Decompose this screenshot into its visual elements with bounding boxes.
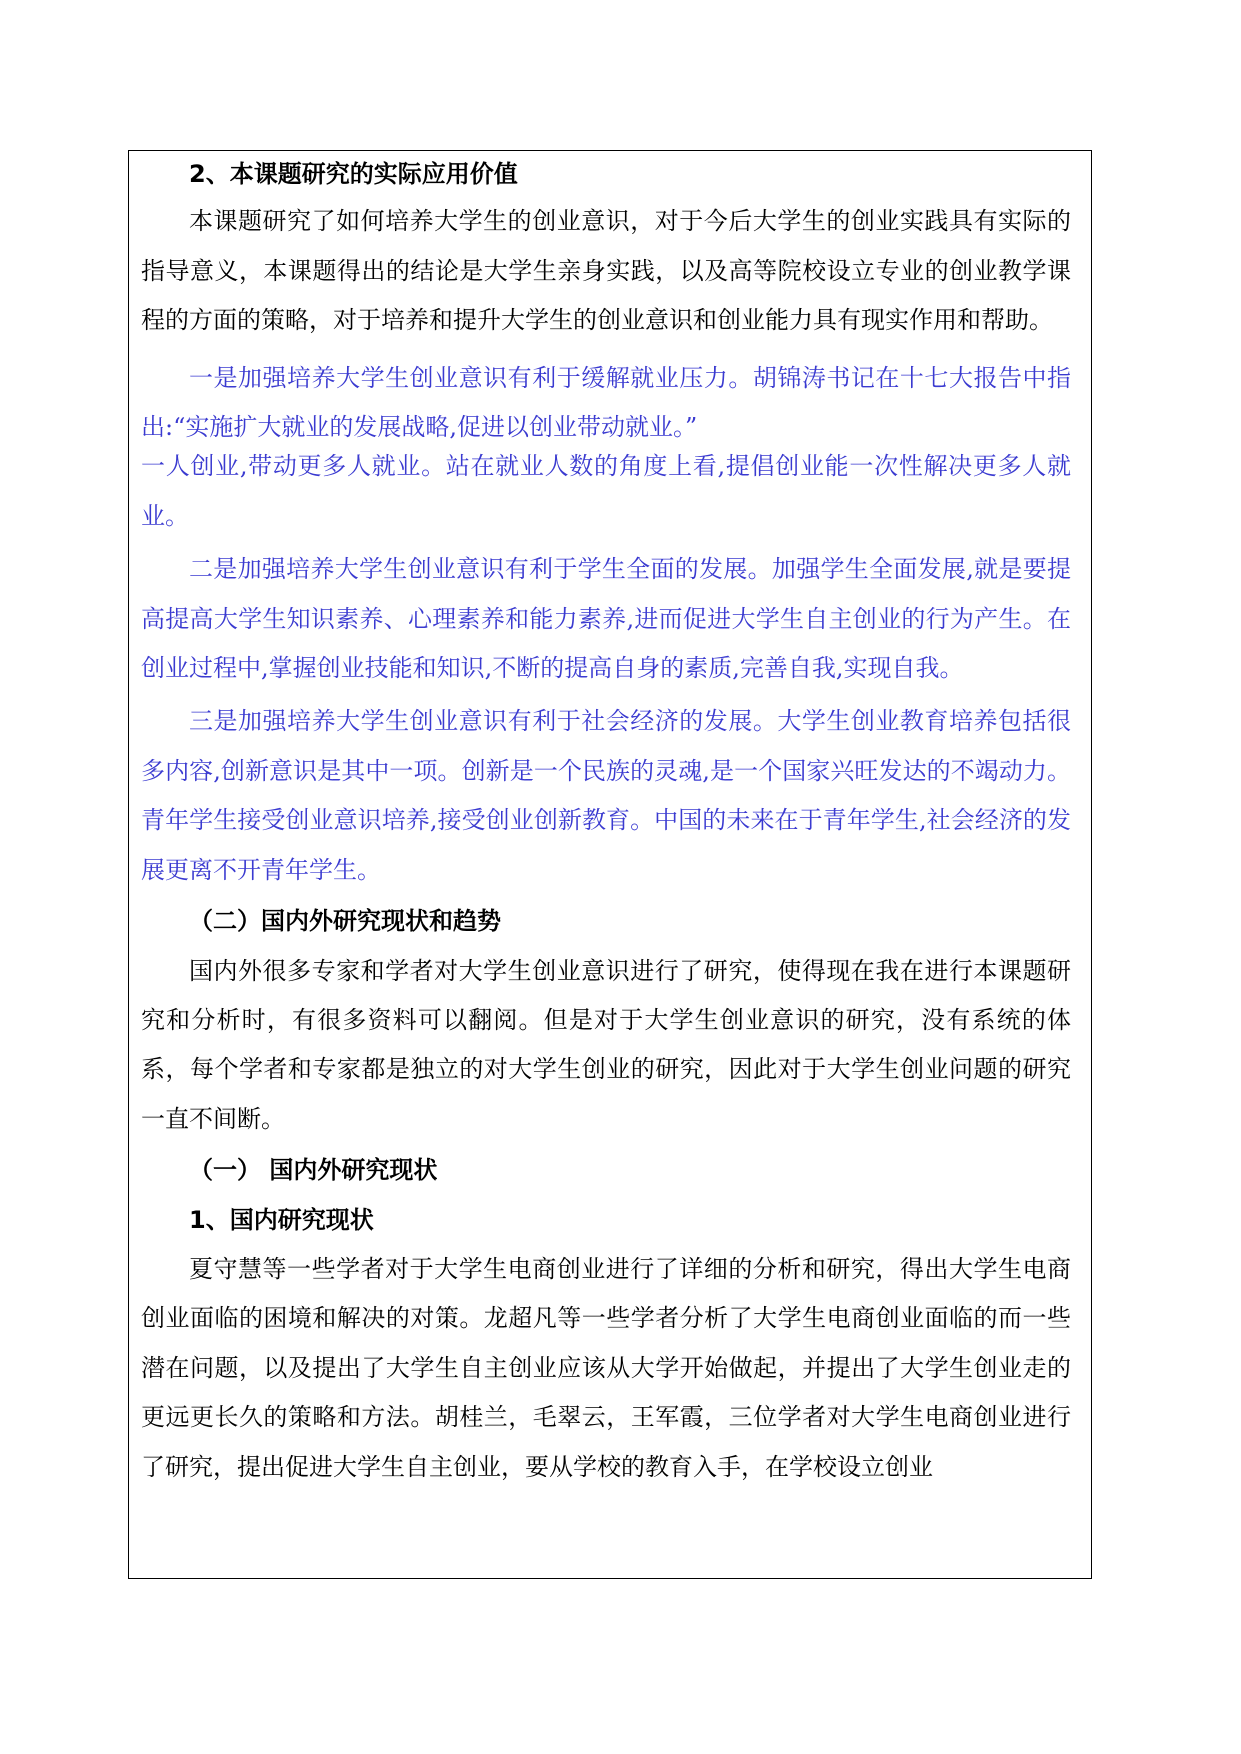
paragraph-point-three: 三是加强培养大学生创业意识有利于社会经济的发展。大学生创业教育培养包括很多内容,创新意识是其中一项。创新是一个民族的灵魂,是一个国家兴旺发达的不竭动力。青年学生接受创业意识培养,接受创业创新教育。中国的未来在于青年学生,社会经济的发展更离不开青年学生。 [141, 707, 1071, 884]
paragraph-research-overview: 国内外很多专家和学者对大学生创业意识进行了研究，使得现在我在进行本课题研究和分析时，有很多资料可以翻阅。但是对于大学生创业意识的研究，没有系统的体系，每个学者和专家都是独立的对大学生创业的研究，因此对于大学生创业问题的研究一直不间断。 [141, 956, 1071, 1133]
paragraph-domestic-status: 夏守慧等一些学者对于大学生电商创业进行了详细的分析和研究，得出大学生电商创业面临的困境和解决的对策。龙超凡等一些学者分析了大学生电商创业面临的而一些潜在问题，以及提出了大学生自主创业应该从大学开始做起，并提出了大学生创业走的更远更长久的策略和方法。胡桂兰，毛翠云，王军霞，三位学者对大学生电商创业进行了研究，提出促进大学生自主创业，要从学校的教育入手，在学校设立创业 [141, 1254, 1071, 1481]
paragraph-point-one-continued: 一人创业,带动更多人就业。站在就业人数的角度上看,提倡创业能一次性解决更多人就业。 [141, 452, 1071, 530]
section-heading-application-value: 2、本课题研究的实际应用价值 [189, 160, 518, 188]
section-heading-domestic-status: 1、国内研究现状 [189, 1205, 374, 1234]
paragraph-point-two: 二是加强培养大学生创业意识有利于学生全面的发展。加强学生全面发展,就是要提高提高大学生知识素养、心理素养和能力素养,进而促进大学生自主创业的行为产生。在创业过程中,掌握创业技能和知识,不断的提高自身的素质,完善自我,实现自我。 [141, 555, 1071, 683]
section-heading-research-status: （一） 国内外研究现状 [189, 1156, 438, 1185]
section-heading-research-status-trends: （二）国内外研究现状和趋势 [189, 907, 501, 936]
paragraph-application-value: 本课题研究了如何培养大学生的创业意识，对于今后大学生的创业实践具有实际的指导意义，本课题得出的结论是大学生亲身实践，以及高等院校设立专业的创业教学课程的方面的策略，对于培养和提升大学生的创业意识和创业能力具有现实作用和帮助。 [141, 207, 1071, 335]
paragraph-point-one: 一是加强培养大学生创业意识有利于缓解就业压力。胡锦涛书记在十七大报告中指出:“实施扩大就业的发展战略,促进以创业带动就业。” [141, 363, 1071, 442]
document-body [141, 150, 1071, 1492]
